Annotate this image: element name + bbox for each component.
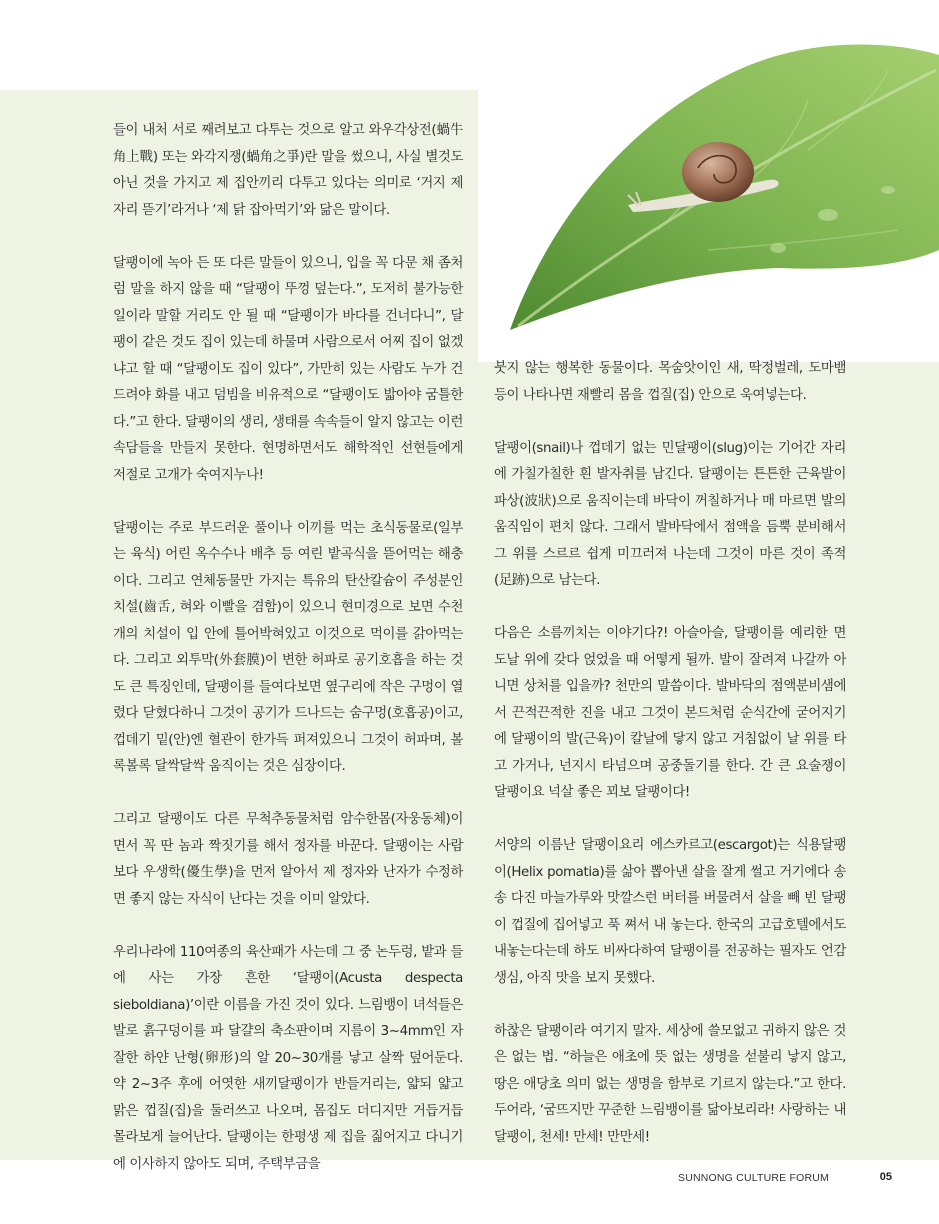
paragraph: 서양의 이름난 달팽이요리 에스카르고(escargot)는 식용달팽이(Helix pomatia)를 삶아 뽑아낸 살을 잘게 썰고 거기에다 송송 다진 마늘가루와 맛깔스런 버터를 버물려서 살을 빼 빈 달팽이 껍질에 집어넣고 푹 쪄서 내 놓는다. 한국의 고급호텔에서도 내놓는다는데 하도 비싸다하여 달팽이를 전공하는 필자도 언감생심, 아직 맛을 보지 못했다. (494, 838, 846, 986)
article-left-column (113, 118, 463, 1205)
paragraph: 우리나라에 110여종의 육산패가 사는데 그 중 논두렁, 밭과 들에 사는 가장 흔한 ‘달팽이(Acusta despecta sieboldiana)’이란 이름을 가진 것이 있다. 느림뱅이 녀석들은 발로 흙구덩이를 파 달걀의 축소판이며 지름이 3~4mm인 자잘한 하얀 난형(卵形)의 알 20~30개를 낳고 살짝 덮어둔다. 약 2~3주 후에 어엿한 새끼달팽이가 반들거리는, 얇되 얇고 맑은 껍질(집)을 둘러쓰고 나오며, 몸집도 더디지만 거듭거듭 몰라보게 늘어난다. 달팽이는 한평생 제 집을 짊어지고 다니기에 이사하지 않아도 되며, 주택부금을 (113, 944, 463, 1172)
paragraph: 하찮은 달팽이라 여기지 말자. 세상에 쓸모없고 귀하지 않은 것은 없는 법. “하늘은 애초에 뜻 없는 생명을 섣불리 낳지 않고, 땅은 애당초 의미 없는 생명을 함부로 기르지 않는다.”고 한다. 두어라, ‘굼뜨지만 꾸준한 느림뱅이를 닮아보리라! 사랑하는 내 달팽이, 천세! 만세! 만만세! (494, 1023, 846, 1145)
publication-name: SUNNONG CULTURE FORUM (677, 1172, 829, 1184)
paragraph: 그리고 달팽이도 다른 무척추동물처럼 암수한몸(자웅동체)이면서 꼭 딴 놈과 짝짓기를 해서 정자를 바꾼다. 달팽이는 사람보다 우생학(優生學)을 먼저 알아서 제 정자와 난자가 수정하면 좋지 않는 자식이 난다는 것을 이미 알았다. (113, 812, 463, 907)
page-number: 05 (879, 1171, 892, 1183)
leaf-snail-photo (478, 0, 939, 362)
paragraph: 다음은 소름끼치는 이야기다?! 아슬아슬, 달팽이를 예리한 면도날 위에 갖다 얹었을 때 어떻게 될까. 발이 잘려져 나갈까 아니면 상처를 입을까? 천만의 말씀이다. 발바닥의 점액분비샘에서 끈적끈적한 진을 내고 그것이 본드처럼 순식간에 굳어지기에 달팽이의 발(근육)이 칼날에 닿지 않고 거침없이 날 위를 타고 가거나, 넌지시 타넘으며 공중돌기를 한다. 간 큰 요술쟁이 달팽이요 넉살 좋은 꾀보 달팽이다! (494, 626, 846, 800)
article-right-column (494, 356, 846, 1178)
paragraph: 달팽이에 녹아 든 또 다른 말들이 있으니, 입을 꼭 다문 채 좀처럼 말을 하지 않을 때 “달팽이 뚜껑 덮는다.”, 도저히 불가능한 일이라 말할 거리도 안 될 때 “달팽이가 바다를 건너다니”, 달팽이 같은 것도 집이 있는데 하물며 사람으로서 어찌 집이 없겠냐고 할 때 “달팽이도 집이 있다”, 가만히 있는 사람도 누가 건드려야 화를 내고 덤빔을 비유적으로 “달팽이도 밟아야 굼틀한다.”고 한다. 달팽이의 생리, 생태를 속속들이 알지 않고는 이런 속담들을 만들지 못한다. 현명하면서도 해학적인 선현들에게 저절로 고개가 숙여지누나! (113, 255, 463, 483)
paragraph: 들이 내처 서로 째려보고 다투는 것으로 알고 와우각상전(蝸牛角上戰) 또는 와각지쟁(蝸角之爭)란 말을 썼으니, 사실 별것도 아닌 것을 가지고 제 집안끼리 다투고 있다는 의미로 ‘거지 제 자리 뜯기’라거나 ‘제 닭 잡아먹기’와 닮은 말이다. (113, 123, 463, 218)
paragraph: 달팽이(snail)나 껍데기 없는 민달팽이(slug)이는 기어간 자리에 가칠가칠한 흰 발자취를 남긴다. 달팽이는 튼튼한 근육발이 파상(波狀)으로 움직이는데 바닥이 꺼칠하거나 매 마르면 발의 움직임이 편치 않다. 그래서 발바닥에서 점액을 듬뿍 분비해서 그 위를 스르르 쉽게 미끄러져 나는데 그것이 마른 것이 족적(足跡)으로 남는다. (494, 440, 846, 588)
leaf-snail-illustration (478, 0, 939, 362)
paragraph: 달팽이는 주로 부드러운 풀이나 이끼를 먹는 초식동물로(일부는 육식) 어린 옥수수나 배추 등 여린 밭곡식을 뜯어먹는 해충이다. 그리고 연체동물만 가지는 특유의 탄산칼슘이 주성분인 치설(齒舌, 혀와 이빨을 겸함)이 있으니 현미경으로 보면 수천 개의 치설이 입 안에 틀어박혀있고 이것으로 먹이를 갉아먹는다. 그리고 외투막(外套膜)이 변한 허파로 공기호흡을 하는 것도 큰 특징인데, 달팽이를 들여다보면 옆구리에 작은 구멍이 열렸다 닫혔다하니 그것이 공기가 드나드는 숨구멍(호흡공)이고, 껍데기 밑(안)엔 혈관이 한가득 퍼져있으니 그것이 허파며, 볼록볼록 달싹달싹 움직이는 것은 심장이다. (113, 520, 463, 774)
paragraph: 붓지 않는 행복한 동물이다. 목숨앗이인 새, 딱정벌레, 도마뱀 등이 나타나면 재빨리 몸을 껍질(집) 안으로 욱여넣는다. (494, 361, 846, 403)
